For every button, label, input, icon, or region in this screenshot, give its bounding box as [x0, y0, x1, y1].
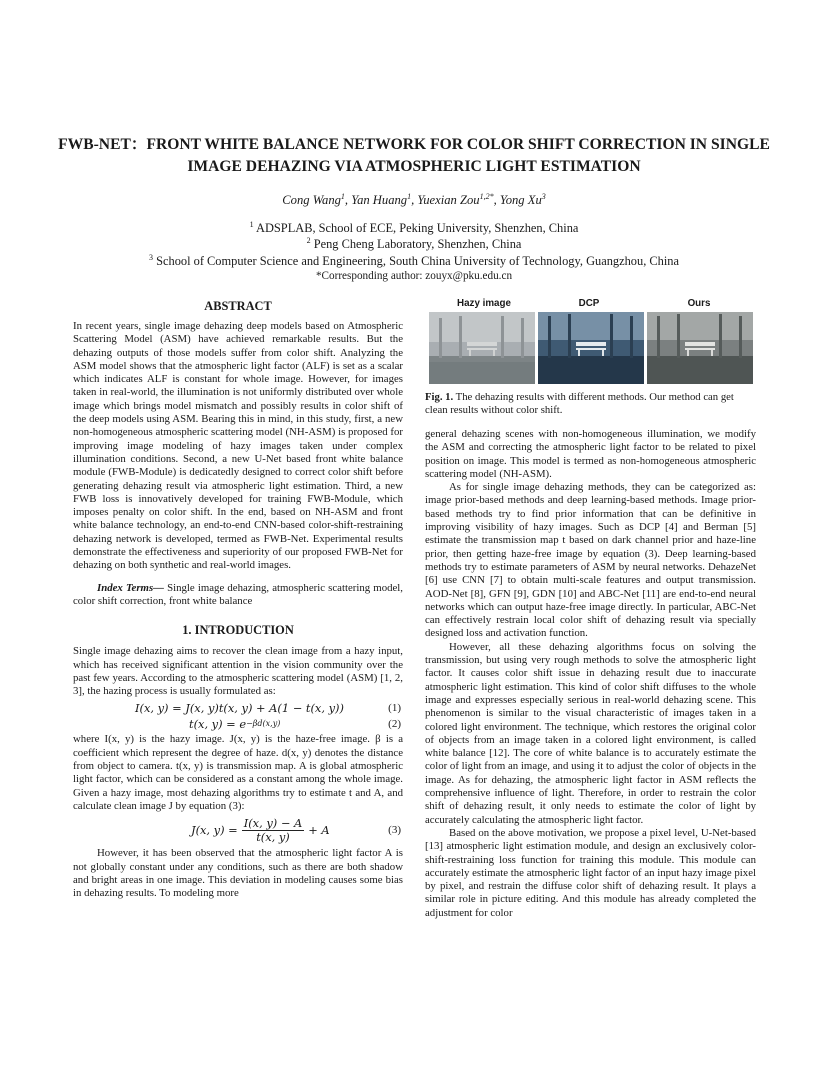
intro-paragraph: where I(x, y) is the hazy image. J(x, y) is the haze-free image. β is a coefficient which represent the degree of haze. d(x, y) denotes the distance from object to camera. t(x, y) is transmission map. A is global atmospheric light factor, which can be considered as a constant among the whole image. Given a hazy image, most dehazing algorithms try to estimate t and A, and calculate clean image J by equation (3): [73, 733, 403, 812]
figure-caption-text: The dehazing results with different methods. Our method can get clean results without color shift. [425, 391, 734, 417]
author-list: Cong Wang$^1$, Yan Huang$^1$, Yuexian Zou$^{1,2*}$, Yong Xu$^3$ [282, 191, 546, 207]
equation-2: t(x, y) = e −βd(x,y) (2) [189, 716, 401, 731]
affiliation [40, 237, 788, 252]
equation-3-lhs: J(x, y) = [191, 822, 238, 837]
equation-3-numerator: I(x, y) − A [243, 815, 303, 830]
body-paragraph: Based on the above motivation, we propose a pixel level, U-Net-based [13] atmospheric light estimation module, and design an exclusively color-shift-restraining loss function for training this module. This module can accurately estimate the atmospheric light factor of an input hazy image pixel by pixel, and restrain the diffuse color shift of dehazing result. It plays a similar role in picture editing. And this module has already completed the adjustment for color [425, 826, 756, 919]
author-name: Cong Wang [282, 193, 341, 207]
intro-heading: 1. INTRODUCTION [182, 623, 294, 638]
body-paragraph: As for single image dehazing methods, they can be categorized as: image prior-based methods and deep learning-based methods. Image prior-based methods try to find prior information that can be definitive in improving visibility of hazy images. Such as DCP [4] and Berman [5] estimate the transmission map t based on dark channel prior and haze-line prior, then getting haze-free image by equation (3). Deep learning-based methods try to estimate parameters of ASM by neural networks. DehazeNet [6] use CNN [7] to obtain multi-scale features and output transmission. AOD-Net [8], GFN [9], GDN [10] and ABC-Net [11] are end-to-end neural networks which can output haze-free image directly. In particular, ABC-Net can effectively restrain local color shift of dehazing result via specially designed loss and activation function. [425, 481, 756, 640]
equation-1 [73, 700, 403, 717]
figure-caption-label: Fig. 1. [425, 391, 454, 403]
hazy-image-graphic [429, 312, 535, 384]
body-paragraph: general dehazing scenes with non-homogeneous illumination, we modify the ASM and correcting the atmospheric light factor to be related to pixel position on image. This model is termed as non-homogeneous atmospheric scattering model (NH-ASM). [425, 428, 756, 480]
dcp-image-graphic [538, 312, 644, 384]
index-terms-text: Single image dehazing, atmospheric scattering model, color shift correction, front white balance [73, 581, 403, 607]
author-name: Yan Huang [351, 193, 408, 207]
author-name: Yuexian Zou [417, 193, 480, 207]
figure-label-ours: Ours [687, 298, 711, 309]
affiliation-text: ADSPLAB, School of ECE, Peking University, Shenzhen, China [256, 221, 579, 235]
affiliation-sup: 1 [249, 219, 254, 229]
body-paragraph: However, all these dehazing algorithms focus on solving the transmission, but using very rough methods to solve the atmospheric light factor. It causes color shift issue in dehazing result due to inaccurate atmospheric light estimation. This kind of color shift diffuses to the whole image and expresses especially serious in real-world dehazing scene. This phenomenon is similar to the visual characteristic of images taken in a colored light environment. The technique, which restores the original color of objects from an image taken in a colored light environment, is called white balance [12]. The core of white balance is to accurately estimate the color of light from an image, and using it to adjust the color of objects in the image. As for dehazing, the atmospheric light factor in ASM reflects the comprehensive influence of light. Therefore, in order to restrain the color shift of dehazing result, it only needs to estimate the color of light by accurately calculating the atmospheric light factor. [425, 640, 756, 826]
ours-image [647, 312, 753, 384]
corresponding-author: *Corresponding author: zouyx@pku.edu.cn [315, 270, 513, 282]
abstract-text: In recent years, single image dehazing deep models based on Atmospheric Scattering Model (ASM) have achieved remarkable results. But the dehazing outputs of those models suffer from color shift. Analyzing the ASM model shows that the atmospheric light factor (ALF) is set as a scalar which indicates ALF is constant for whole image. However, for images taken in real-world, the illumination is not uniformly distributed over whole image which brings model mismatch and possibly results in color shift of the deep models using ASM. Bearing this in mind, in this study, first, a new non-homogeneous atmospheric scattering model (NH-ASM) is proposed for improving image modeling of hazy images taken under complex illumination conditions. Second, a new U-Net based front white balance module (FWB-Module) is dedicatedly designed to correct color shift before generating dehazing result via atmospheric light estimation. Third, a new FWB loss is innovatively developed for training FWB-Module, which imposes penalty on color shift. In the end, based on NH-ASM and front white balance technology, an end-to-end CNN-based color-shift-restraining dehazing network is developed, termed as FWB-Net. Experimental results demonstrate the effectiveness and superiority of our proposed FWB-Net for dehazing on both synthetic and real-world images. [73, 320, 403, 572]
affiliation-text: Peng Cheng Laboratory, Shenzhen, China [313, 237, 522, 251]
affiliation [40, 221, 788, 236]
equation-3-rhs: + A [308, 822, 330, 837]
intro-paragraph: Single image dehazing aims to recover the clean image from a hazy input, which has received significant attention in the vision community over the past few years. According to the atmospheric scattering model (ASM) [1, 2, 3], the hazing process is usually formulated as: [73, 645, 403, 698]
affiliation-sup: 2 [306, 235, 311, 245]
equation-2-number: (2) [388, 717, 401, 730]
equation-3-denominator: t(x, y) [256, 829, 290, 844]
affiliation-sup: 3 [149, 252, 153, 262]
index-terms [73, 582, 403, 609]
paper-title: FWB-NET：FRONT WHITE BALANCE NETWORK FOR COLOR SHIFT CORRECTION IN SINGLE IMAGE DEHAZING VIA ATMOSPHERIC LIGHT ESTIMATION [58, 136, 770, 175]
intro-paragraph: However, it has been observed that the atmospheric light factor A is not globally constant under any conditions, such as there are both shadow and bright areas in one image. This deviation in modeling causes some bias in dehazing results. To modeling more [73, 847, 403, 900]
author-sup: 1,2* [479, 191, 494, 201]
equation-1-number: (1) [388, 702, 401, 715]
equation-3-number: (3) [388, 823, 401, 836]
right-column [425, 428, 756, 920]
author-sup: 1 [340, 191, 345, 201]
figure-label-dcp: DCP [578, 298, 600, 309]
hazy-image [429, 312, 535, 384]
abstract-heading: ABSTRACT [204, 299, 272, 313]
index-terms-label: Index Terms— [97, 581, 164, 594]
affiliation-text: School of Computer Science and Engineering, South China University of Technology, Guangzhou, China [156, 254, 679, 268]
author-name: Yong Xu [499, 193, 542, 207]
figure-label-hazy: Hazy image [457, 298, 511, 309]
ours-image-graphic [647, 312, 753, 384]
equation-3-fraction [242, 817, 305, 844]
equation-1-body: I(x, y) = J(x, y)t(x, y) + A(1 − t(x, y)) [135, 701, 344, 716]
equation-2-body: t(x, y) = e [189, 716, 247, 731]
dcp-image [538, 312, 644, 384]
affiliation [40, 254, 788, 269]
left-column [73, 299, 403, 900]
author-sup: 1 [407, 191, 412, 201]
figure-caption [425, 391, 756, 418]
author-sup: 3 [541, 191, 546, 201]
equation-3 [73, 814, 403, 846]
